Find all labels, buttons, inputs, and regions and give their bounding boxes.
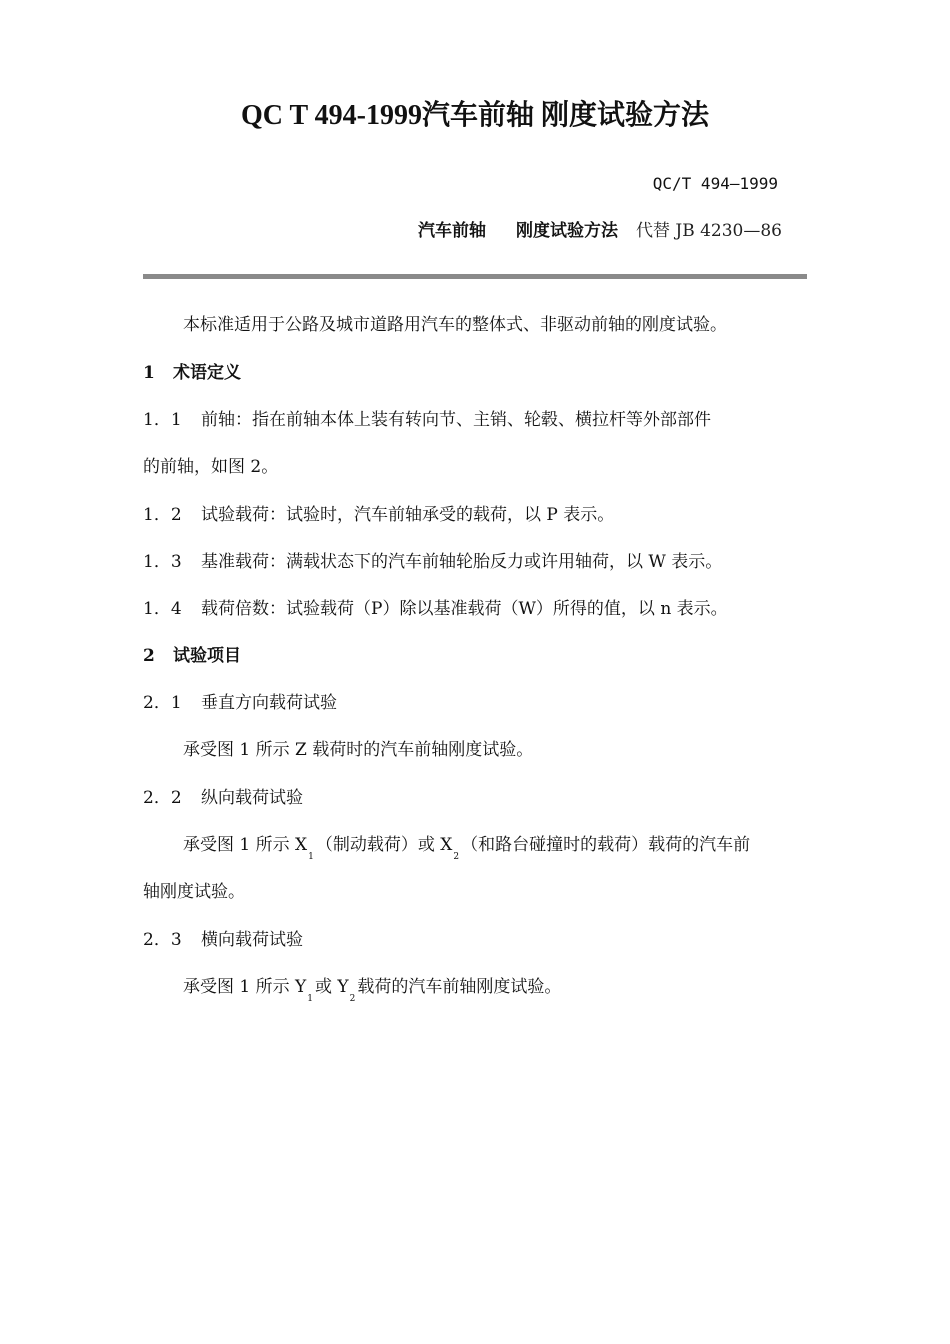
clause-2-1-text: 承受图 1 所示 Z 载荷时的汽车前轴刚度试验。	[183, 740, 534, 760]
clause-2-2-number: 2．2	[143, 788, 182, 808]
clause-2-3	[143, 927, 303, 953]
clause-1-2-text: 试验载荷：试验时，汽车前轴承受的载荷，以 P 表示。	[201, 505, 615, 525]
clause-2-2-text-c: （和路台碰撞时的载荷）载荷的汽车前	[461, 835, 751, 855]
clause-1-1-number: 1．1	[143, 410, 182, 430]
clause-2-2-continuation: 轴刚度试验。	[143, 882, 245, 902]
y-subscript-2: 2	[349, 994, 356, 1004]
clause-1-4	[143, 596, 728, 622]
clause-2-3-number: 2．3	[143, 930, 182, 950]
clause-1-3-text: 基准载荷：满载状态下的汽车前轴轮胎反力或许用轴荷，以 W 表示。	[201, 552, 723, 572]
clause-1-3-number: 1．3	[143, 552, 182, 572]
clause-2-1-number: 2．1	[143, 693, 182, 713]
section-2-title: 试验项目	[173, 646, 241, 666]
clause-1-3	[143, 549, 722, 575]
clause-1-4-number: 1．4	[143, 599, 182, 619]
x-subscript-2: 2	[453, 852, 460, 862]
clause-2-2	[143, 785, 303, 811]
section-1-title: 术语定义	[173, 363, 241, 383]
section-1-number: 1	[143, 363, 155, 383]
clause-1-1	[143, 407, 711, 433]
clause-2-2-text-b: （制动载荷）或 X	[315, 835, 453, 855]
clause-2-3-text-b: 或 Y	[314, 977, 349, 997]
clause-2-1	[143, 690, 337, 716]
subtitle-part-2: 刚度试验方法	[515, 221, 618, 241]
intro-paragraph: 本标准适用于公路及城市道路用汽车的整体式、非驱动前轴的刚度试验。	[183, 315, 727, 335]
section-2-heading	[143, 643, 241, 669]
clause-2-2-text-a: 承受图 1 所示 X	[183, 835, 308, 855]
standard-code: QC/T 494—1999	[652, 174, 778, 193]
y-subscript-1: 1	[307, 994, 313, 1004]
x-subscript-1: 1	[308, 852, 314, 862]
section-1-heading	[143, 360, 241, 386]
clause-1-2-number: 1．2	[143, 505, 182, 525]
clause-1-4-text: 载荷倍数：试验载荷（P）除以基准载荷（W）所得的值，以 n 表示。	[201, 599, 728, 619]
subtitle-part-1: 汽车前轴	[417, 221, 486, 241]
document-title: QC T 494-1999汽车前轴 刚度试验方法	[241, 100, 709, 131]
clause-1-1-continuation: 的前轴，如图 2。	[143, 457, 279, 477]
clause-2-2-text	[183, 832, 750, 861]
clause-2-3-title: 横向载荷试验	[201, 930, 303, 950]
clause-1-1-text: 前轴：指在前轴本体上装有转向节、主销、轮毂、横拉杆等外部部件	[201, 410, 711, 430]
clause-2-3-text-c: 载荷的汽车前轴刚度试验。	[357, 977, 562, 997]
header-divider	[143, 274, 807, 279]
clause-2-2-title: 纵向载荷试验	[201, 788, 303, 808]
clause-2-1-title: 垂直方向载荷试验	[201, 693, 337, 713]
clause-1-2	[143, 502, 614, 528]
replaces-note: 代替 JB 4230—86	[635, 221, 782, 241]
standard-subtitle	[418, 218, 782, 244]
clause-2-3-text-a: 承受图 1 所示 Y	[183, 977, 307, 997]
clause-2-3-text	[183, 974, 561, 1003]
section-2-number: 2	[143, 646, 155, 666]
